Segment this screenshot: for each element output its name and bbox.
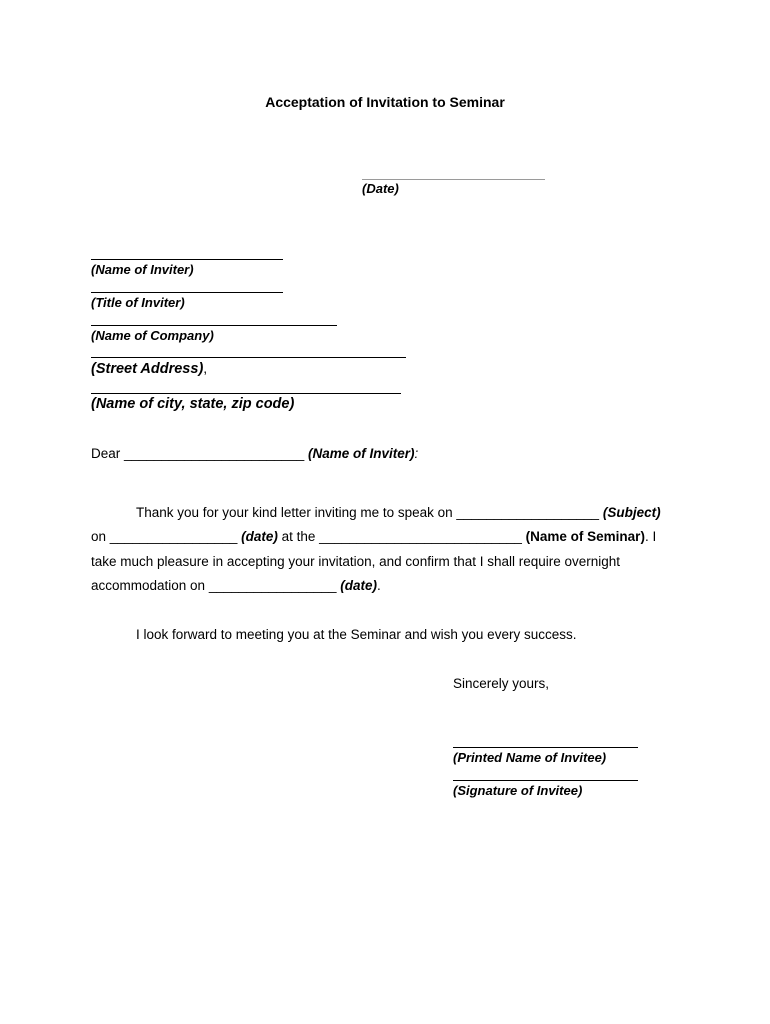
closing: Sincerely yours,	[453, 676, 550, 691]
inviter-name-label: (Name of Inviter)	[91, 262, 194, 277]
date-line	[362, 179, 545, 180]
p1-line2-text-c: . I	[644, 529, 657, 544]
signature-label: (Signature of Invitee)	[453, 783, 583, 798]
company-name-label: (Name of Company)	[91, 328, 214, 343]
street-address-comma: ,	[203, 360, 208, 376]
paragraph2: I look forward to meeting you at the Seminar and wish you every success.	[136, 627, 577, 642]
p1-line4-text: accommodation on _________________	[91, 578, 341, 593]
document-title: Acceptation of Invitation to Seminar	[265, 94, 505, 110]
printed-name-line	[453, 747, 638, 748]
paragraph1-line3: take much pleasure in accepting your invitation, and confirm that I shall require overnight	[91, 554, 621, 569]
p1-line4-date: (date)	[340, 578, 377, 593]
inviter-title-label: (Title of Inviter)	[91, 295, 185, 310]
p1-line2-text-b: at the ___________________________	[277, 529, 526, 544]
street-address-row	[91, 360, 207, 378]
salutation-dear: Dear ________________________	[91, 446, 308, 461]
inviter-title-line	[91, 292, 283, 293]
street-address-label: (Street Address)	[91, 361, 204, 377]
signature-line	[453, 780, 638, 781]
p1-subject: (Subject)	[602, 505, 661, 520]
inviter-name-line	[91, 259, 283, 260]
date-label: (Date)	[362, 181, 399, 196]
street-address-line	[91, 357, 406, 358]
salutation-colon: :	[414, 446, 419, 461]
city-state-zip-line	[91, 393, 401, 394]
company-name-line	[91, 325, 337, 326]
salutation-name: (Name of Inviter)	[307, 446, 415, 461]
p1-line1-text: Thank you for your kind letter inviting me to speak on ___________________	[136, 505, 603, 520]
p1-line4-end: .	[376, 578, 381, 593]
printed-name-label: (Printed Name of Invitee)	[453, 750, 607, 765]
p1-line2-text-a: on _________________	[91, 529, 242, 544]
paragraph1-line2	[91, 529, 656, 544]
city-state-zip-label: (Name of city, state, zip code)	[91, 396, 295, 412]
p1-seminar-name: (Name of Seminar)	[525, 529, 645, 544]
p1-line2-date: (date)	[241, 529, 278, 544]
paragraph1-line1	[136, 505, 661, 520]
salutation	[91, 446, 418, 461]
paragraph1-line4	[91, 578, 381, 593]
